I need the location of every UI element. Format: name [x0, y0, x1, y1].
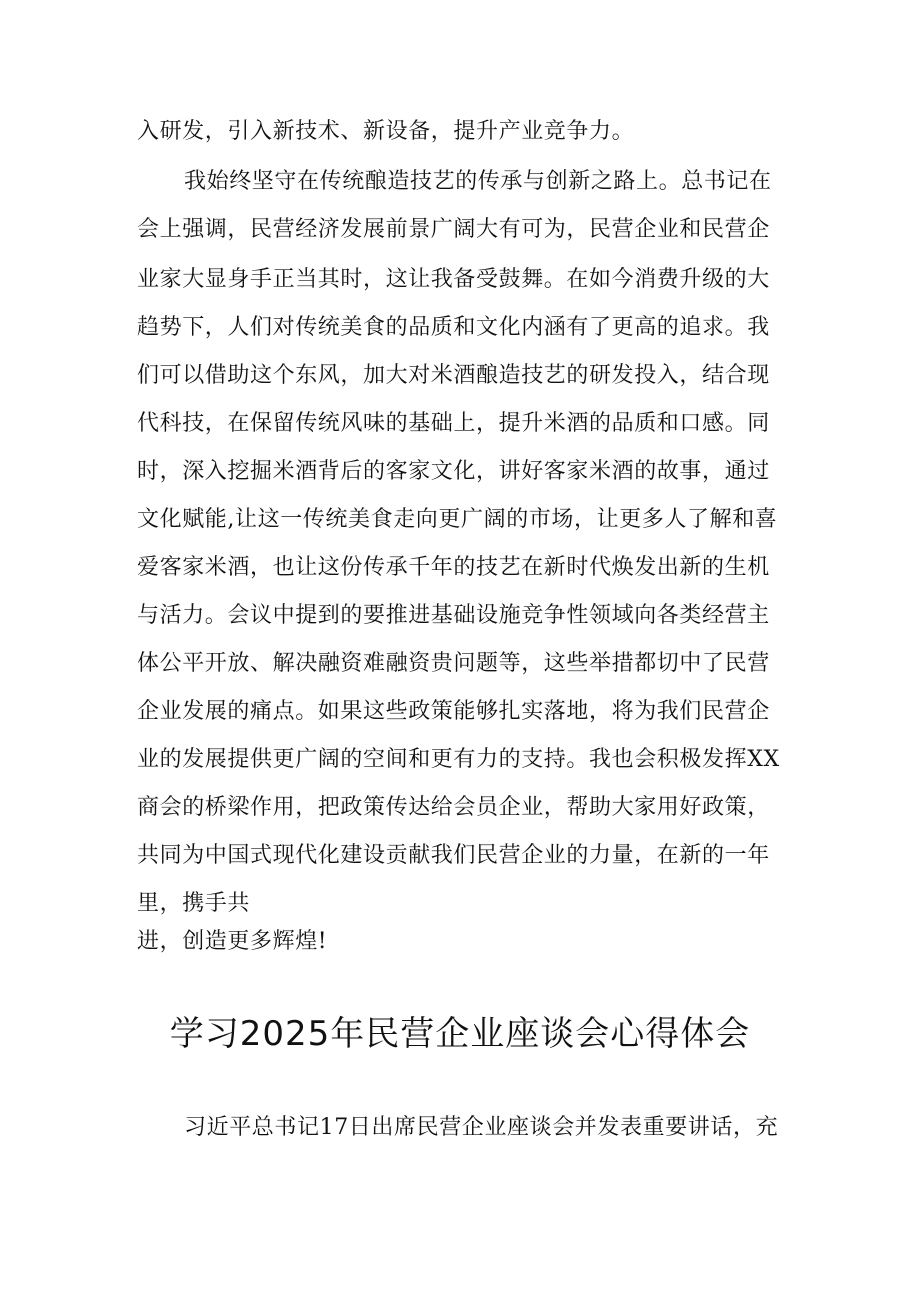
- paragraph-2-line-2: 会上强调，民营经济发展前景广阔大有可为，民营企业和民营企: [137, 217, 770, 242]
- paragraph-2-line-17: 进，创造更多辉煌!: [137, 929, 328, 954]
- paragraph-2-line-11: 体公平开放、解决融资难融资贵问题等，这些举措都切中了民营: [137, 651, 770, 676]
- paragraph-2-line-14: 商会的桥梁作用，把政策传达给会员企业，帮助大家用好政策，: [137, 795, 770, 820]
- paragraph-2-line-3: 业家大显身手正当其时，这让我备受鼓舞。在如今消费升级的大: [137, 267, 770, 292]
- paragraph-2-line-13: 业的发展提供更广阔的空间和更有力的支持。我也会积极发挥XX: [137, 747, 780, 772]
- paragraph-2-line-16: 里，携手共: [137, 891, 251, 916]
- paragraph-2-line-4: 趋势下，人们对传统美食的品质和文化内涵有了更高的追求。我: [137, 315, 770, 340]
- paragraph-2-line-7: 时，深入挖掘米酒背后的客家文化，讲好客家米酒的故事，通过: [137, 459, 770, 484]
- paragraph-2-line-6: 代科技，在保留传统风味的基础上，提升米酒的品质和口感。同: [137, 411, 770, 436]
- paragraph-2-line-8: 文化赋能,让这一传统美食走向更广阔的市场，让更多人了解和喜: [137, 507, 778, 532]
- paragraph-1-tail: 入研发，引入新技术、新设备，提升产业竞争力。: [137, 119, 635, 144]
- paragraph-2-line-10: 与活力。会议中提到的要推进基础设施竞争性领域向各类经营主: [137, 603, 770, 628]
- paragraph-2-line-9: 爱客家米酒，也让这份传承千年的技艺在新时代焕发出新的生机: [137, 555, 770, 580]
- paragraph-2-line-1: 我始终坚守在传统酿造技艺的传承与创新之路上。总书记在: [184, 169, 772, 194]
- document-title: 学习2025年民营企业座谈会心得体会: [169, 1014, 751, 1054]
- paragraph-3-line-1: 习近平总书记17日出席民营企业座谈会并发表重要讲话，充: [184, 1115, 779, 1140]
- paragraph-2-line-5: 们可以借助这个东风，加大对米酒酿造技艺的研发投入，结合现: [137, 363, 770, 388]
- paragraph-2-line-12: 企业发展的痛点。如果这些政策能够扎实落地，将为我们民营企: [137, 699, 770, 724]
- paragraph-2-line-15: 共同为中国式现代化建设贡献我们民营企业的力量，在新的一年: [137, 843, 770, 868]
